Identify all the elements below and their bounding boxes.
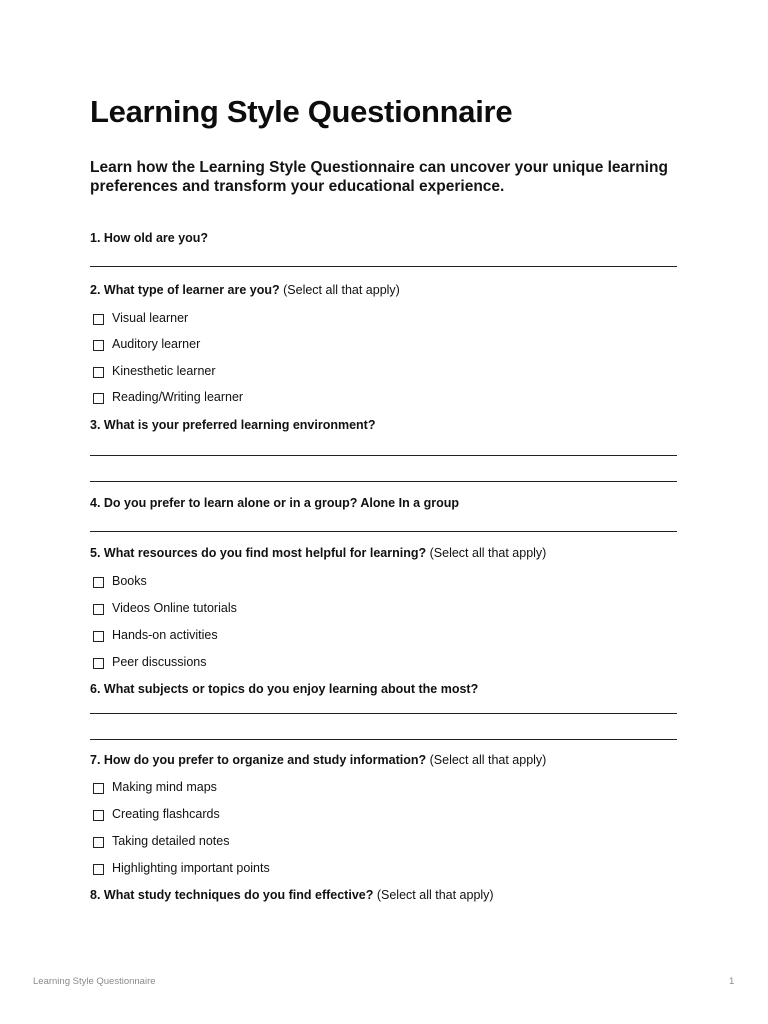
- checkbox[interactable]: [93, 783, 104, 794]
- option-label: Reading/Writing learner: [112, 390, 244, 404]
- question-1: [90, 231, 208, 246]
- question-5-text: 5. What resources do you find most helpful for learning?: [90, 546, 427, 560]
- question-5: [90, 546, 546, 561]
- option-label: Creating flashcards: [112, 807, 220, 821]
- option-label: Peer discussions: [112, 655, 207, 669]
- option-label: Kinesthetic learner: [112, 364, 216, 378]
- option-label: Hands-on activities: [112, 628, 218, 642]
- question-7-note: (Select all that apply): [429, 753, 547, 767]
- answer-line-1[interactable]: [90, 266, 677, 267]
- question-8-text: 8. What study techniques do you find effective?: [90, 888, 374, 902]
- answer-line-6b[interactable]: [90, 739, 677, 740]
- option-label: Books: [112, 574, 147, 588]
- checkbox[interactable]: [93, 604, 104, 615]
- checkbox[interactable]: [93, 577, 104, 588]
- question-8: [90, 888, 494, 903]
- question-4-text: 4. Do you prefer to learn alone or in a group? Alone In a group: [90, 496, 460, 510]
- checkbox[interactable]: [93, 837, 104, 848]
- option-making-mind-maps[interactable]: [93, 779, 217, 795]
- question-7-text: 7. How do you prefer to organize and study information?: [90, 753, 427, 767]
- option-label: Auditory learner: [112, 337, 201, 351]
- option-creating-flashcards[interactable]: [93, 806, 220, 822]
- footer-document-title: Learning Style Questionnaire: [33, 976, 156, 987]
- checkbox[interactable]: [93, 658, 104, 669]
- question-2-note: (Select all that apply): [283, 283, 400, 297]
- checkbox[interactable]: [93, 631, 104, 642]
- checkbox[interactable]: [93, 340, 104, 351]
- question-1-text: 1. How old are you?: [90, 231, 209, 245]
- option-auditory-learner[interactable]: [93, 336, 200, 352]
- option-books[interactable]: [93, 573, 147, 589]
- checkbox[interactable]: [93, 314, 104, 325]
- question-6-text: 6. What subjects or topics do you enjoy learning about the most?: [90, 682, 479, 696]
- option-label: Visual learner: [112, 311, 189, 325]
- answer-line-3a[interactable]: [90, 455, 677, 456]
- question-8-note: (Select all that apply): [376, 888, 494, 902]
- option-kinesthetic-learner[interactable]: [93, 363, 216, 379]
- option-visual-learner[interactable]: [93, 310, 188, 326]
- question-7: [90, 753, 546, 768]
- answer-line-4[interactable]: [90, 531, 677, 532]
- question-6: [90, 682, 478, 697]
- question-4: [90, 496, 459, 511]
- answer-line-3b[interactable]: [90, 481, 677, 482]
- question-5-note: (Select all that apply): [429, 546, 547, 560]
- question-3: [90, 418, 375, 433]
- option-videos-online-tutorials[interactable]: [93, 600, 237, 616]
- option-peer-discussions[interactable]: [93, 654, 207, 670]
- page-title: Learning Style Questionnaire: [90, 94, 513, 129]
- option-highlighting-important-points[interactable]: [93, 860, 270, 876]
- page-number: 1: [729, 976, 735, 987]
- option-hands-on-activities[interactable]: [93, 627, 218, 643]
- checkbox[interactable]: [93, 367, 104, 378]
- option-label: Videos Online tutorials: [112, 601, 237, 615]
- checkbox[interactable]: [93, 864, 104, 875]
- option-label: Taking detailed notes: [112, 834, 230, 848]
- question-2-text: 2. What type of learner are you?: [90, 283, 280, 297]
- question-3-text: 3. What is your preferred learning environment?: [90, 418, 376, 432]
- answer-line-6a[interactable]: [90, 713, 677, 714]
- checkbox[interactable]: [93, 393, 104, 404]
- option-label: Highlighting important points: [112, 861, 270, 875]
- option-label: Making mind maps: [112, 780, 217, 794]
- checkbox[interactable]: [93, 810, 104, 821]
- question-2: [90, 283, 400, 298]
- option-reading-writing-learner[interactable]: [93, 389, 243, 405]
- intro-paragraph: Learn how the Learning Style Questionnaire can uncover your unique learning preferences and transform your educational experience.: [90, 159, 668, 195]
- option-taking-detailed-notes[interactable]: [93, 833, 229, 849]
